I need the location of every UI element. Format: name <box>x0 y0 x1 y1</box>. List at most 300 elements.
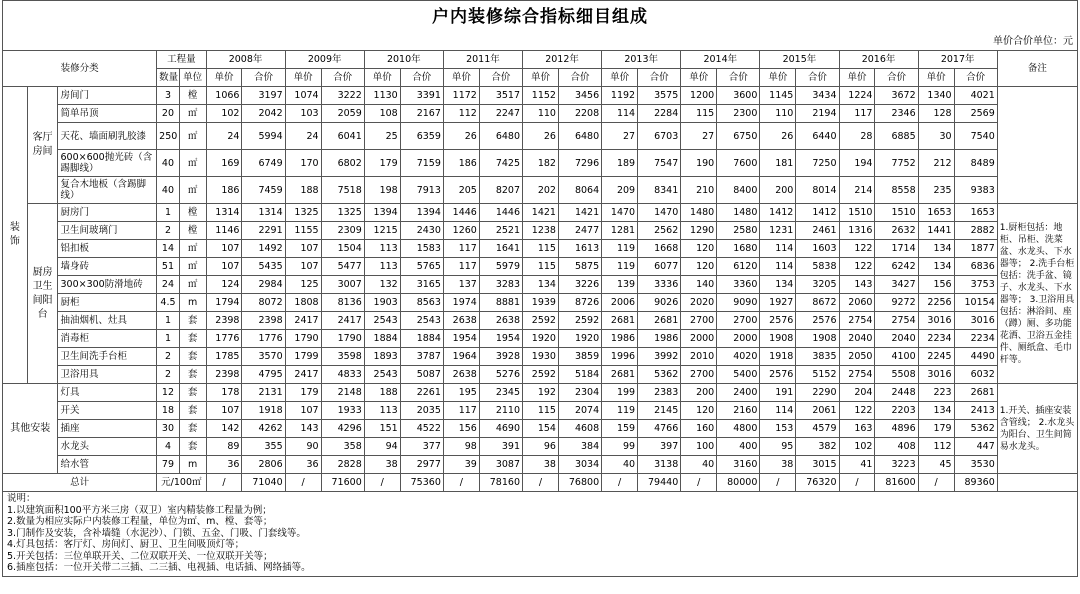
total-slash-cell: / <box>918 474 954 492</box>
price-cell: 125 <box>285 276 321 294</box>
total-cell: 3600 <box>717 87 760 105</box>
total-cell: 3787 <box>400 348 443 366</box>
unit-note: 单价合价单位：元 <box>2 33 1078 50</box>
total-cell: 408 <box>875 438 918 456</box>
total-cell: 8563 <box>400 294 443 312</box>
price-cell: 27 <box>602 123 638 150</box>
total-remark-cell <box>997 474 1077 492</box>
item-unit: 套 <box>179 348 206 366</box>
total-header: 合价 <box>638 69 681 87</box>
price-cell: 40 <box>602 456 638 474</box>
price-header: 单价 <box>364 69 400 87</box>
price-header: 单价 <box>918 69 954 87</box>
total-sum-cell: 81600 <box>875 474 918 492</box>
item-name: 天花、墙面刷乳胶漆 <box>58 123 157 150</box>
item-name: 消毒柜 <box>58 330 157 348</box>
total-cell: 4766 <box>638 420 681 438</box>
total-cell: 8136 <box>321 294 364 312</box>
price-cell: 2700 <box>681 366 717 384</box>
item-unit: 套 <box>179 366 206 384</box>
price-cell: 99 <box>602 438 638 456</box>
price-cell: 1470 <box>602 204 638 222</box>
price-cell: 107 <box>285 240 321 258</box>
total-cell: 3007 <box>321 276 364 294</box>
total-cell: 2383 <box>638 384 681 402</box>
price-cell: 190 <box>681 150 717 177</box>
item-unit: 套 <box>179 438 206 456</box>
total-cell: 6802 <box>321 150 364 177</box>
total-cell: 2984 <box>242 276 285 294</box>
price-header: 单价 <box>602 69 638 87</box>
price-cell: 1790 <box>285 330 321 348</box>
total-cell: 5979 <box>479 258 522 276</box>
price-cell: 117 <box>443 402 479 420</box>
item-qty: 12 <box>157 384 180 402</box>
price-cell: 120 <box>681 402 717 420</box>
remark-other: 1.开关、插座安装含管线； 2.水龙头为阳台、卫生间简易水龙头。 <box>997 384 1077 474</box>
item-unit: 樘 <box>179 87 206 105</box>
price-cell: 163 <box>839 420 875 438</box>
price-cell: 98 <box>443 438 479 456</box>
total-cell: 2576 <box>796 312 839 330</box>
total-cell: 6750 <box>717 123 760 150</box>
total-cell: 1653 <box>954 204 997 222</box>
price-cell: 1785 <box>206 348 242 366</box>
total-cell: 9026 <box>638 294 681 312</box>
item-name: 卫浴用具 <box>58 366 157 384</box>
total-cell: 2167 <box>400 105 443 123</box>
total-cell: 2417 <box>321 312 364 330</box>
total-cell: 5184 <box>558 366 601 384</box>
price-cell: 96 <box>523 438 559 456</box>
price-cell: 114 <box>602 105 638 123</box>
price-cell: 205 <box>443 177 479 204</box>
price-cell: 102 <box>839 438 875 456</box>
total-cell: 2148 <box>321 384 364 402</box>
total-cell: 2040 <box>875 330 918 348</box>
price-cell: 209 <box>602 177 638 204</box>
price-cell: 132 <box>364 276 400 294</box>
item-unit: 樘 <box>179 204 206 222</box>
price-cell: 119 <box>602 258 638 276</box>
price-header: 单价 <box>523 69 559 87</box>
year-header: 2008年 <box>206 51 285 69</box>
price-cell: 194 <box>839 150 875 177</box>
item-qty: 40 <box>157 177 180 204</box>
total-cell: 4833 <box>321 366 364 384</box>
price-cell: 2576 <box>760 366 796 384</box>
price-header: 单价 <box>760 69 796 87</box>
total-cell: 3427 <box>875 276 918 294</box>
item-qty: 40 <box>157 150 180 177</box>
total-cell: 1603 <box>796 240 839 258</box>
price-cell: 122 <box>839 240 875 258</box>
price-cell: 134 <box>760 276 796 294</box>
total-cell: 3575 <box>638 87 681 105</box>
total-cell: 5362 <box>954 420 997 438</box>
table-row <box>3 366 1078 384</box>
price-cell: 24 <box>206 123 242 150</box>
price-cell: 1920 <box>523 330 559 348</box>
price-cell: 2638 <box>443 312 479 330</box>
price-cell: 186 <box>443 150 479 177</box>
total-cell: 2592 <box>558 312 601 330</box>
item-unit: 套 <box>179 420 206 438</box>
price-cell: 200 <box>681 384 717 402</box>
table-row <box>3 438 1078 456</box>
total-cell: 7752 <box>875 150 918 177</box>
total-cell: 7459 <box>242 177 285 204</box>
total-cell: 4579 <box>796 420 839 438</box>
price-cell: 1215 <box>364 222 400 240</box>
total-slash-cell: / <box>839 474 875 492</box>
total-cell: 1918 <box>242 402 285 420</box>
price-cell: 1510 <box>839 204 875 222</box>
price-cell: 1480 <box>681 204 717 222</box>
price-cell: 110 <box>760 105 796 123</box>
total-cell: 2430 <box>400 222 443 240</box>
price-cell: 114 <box>760 258 796 276</box>
total-cell: 2291 <box>242 222 285 240</box>
total-cell: 355 <box>242 438 285 456</box>
price-cell: 170 <box>285 150 321 177</box>
total-cell: 2828 <box>321 456 364 474</box>
price-cell: 134 <box>523 276 559 294</box>
item-unit: ㎡ <box>179 258 206 276</box>
total-cell: 6749 <box>242 150 285 177</box>
price-cell: 189 <box>602 150 638 177</box>
total-cell: 4896 <box>875 420 918 438</box>
price-cell: 1653 <box>918 204 954 222</box>
item-qty: 250 <box>157 123 180 150</box>
table-row <box>3 330 1078 348</box>
price-cell: 38 <box>364 456 400 474</box>
total-cell: 2110 <box>479 402 522 420</box>
total-cell: 5087 <box>400 366 443 384</box>
price-cell: 137 <box>443 276 479 294</box>
price-cell: 1192 <box>602 87 638 105</box>
item-unit: 套 <box>179 402 206 420</box>
total-cell: 3859 <box>558 348 601 366</box>
price-cell: 1146 <box>206 222 242 240</box>
remark-kitchen: 1.厨柜包括：地柜、吊柜、洗菜盆、水龙头、下水器等； 2.洗手台柜包括：洗手盆、镜子、水龙头、下水器等； 3.卫浴用具包括：淋浴间、座（蹲）厕、多功能花洒、卫浴五金挂件、厕纸盒、毛巾杆等。 <box>997 204 1077 384</box>
total-cell: 1884 <box>400 330 443 348</box>
item-qty: 3 <box>157 87 180 105</box>
price-cell: 1290 <box>681 222 717 240</box>
total-cell: 1613 <box>558 240 601 258</box>
price-cell: 156 <box>918 276 954 294</box>
price-cell: 1954 <box>443 330 479 348</box>
price-cell: 192 <box>523 384 559 402</box>
total-cell: 3992 <box>638 348 681 366</box>
price-cell: 2638 <box>443 366 479 384</box>
total-cell: 5838 <box>796 258 839 276</box>
total-cell: 3015 <box>796 456 839 474</box>
group-label-other: 其他安装 <box>3 384 58 474</box>
note-line: 说明： <box>7 493 36 504</box>
total-cell: 391 <box>479 438 522 456</box>
total-cell: 4021 <box>954 87 997 105</box>
item-unit: ㎡ <box>179 105 206 123</box>
price-cell: 2681 <box>602 312 638 330</box>
price-cell: 181 <box>760 150 796 177</box>
total-header: 合价 <box>558 69 601 87</box>
price-cell: 28 <box>839 123 875 150</box>
price-cell: 26 <box>443 123 479 150</box>
item-qty: 24 <box>157 276 180 294</box>
total-cell: 3928 <box>479 348 522 366</box>
total-cell: 1314 <box>242 204 285 222</box>
price-cell: 112 <box>918 438 954 456</box>
price-cell: 139 <box>602 276 638 294</box>
total-label: 总计 <box>3 474 157 492</box>
item-name: 卫生间洗手台柜 <box>58 348 157 366</box>
price-cell: 110 <box>523 105 559 123</box>
total-cell: 2035 <box>400 402 443 420</box>
price-cell: 2700 <box>681 312 717 330</box>
price-cell: 38 <box>760 456 796 474</box>
price-cell: 188 <box>285 177 321 204</box>
total-cell: 6041 <box>321 123 364 150</box>
total-cell: 1446 <box>479 204 522 222</box>
price-cell: 120 <box>681 240 717 258</box>
group-label-decor: 装饰 <box>3 87 28 384</box>
price-cell: 115 <box>523 240 559 258</box>
item-name: 墙身砖 <box>58 258 157 276</box>
total-slash-cell: / <box>206 474 242 492</box>
total-cell: 7250 <box>796 150 839 177</box>
total-cell: 1504 <box>321 240 364 258</box>
indicator-table <box>2 50 1078 492</box>
item-name: 抽油烟机、灶具 <box>58 312 157 330</box>
total-cell: 4690 <box>479 420 522 438</box>
total-sum-cell: 79440 <box>638 474 681 492</box>
total-cell: 1641 <box>479 240 522 258</box>
item-name: 铝扣板 <box>58 240 157 258</box>
total-cell: 4795 <box>242 366 285 384</box>
total-cell: 2700 <box>717 312 760 330</box>
price-cell: 39 <box>443 456 479 474</box>
total-cell: 358 <box>321 438 364 456</box>
total-cell: 3517 <box>479 87 522 105</box>
item-qty: 4.5 <box>157 294 180 312</box>
price-cell: 94 <box>364 438 400 456</box>
total-cell: 3530 <box>954 456 997 474</box>
total-cell: 1920 <box>558 330 601 348</box>
total-cell: 1492 <box>242 240 285 258</box>
table-row <box>3 123 1078 150</box>
price-cell: 1908 <box>760 330 796 348</box>
total-sum-cell: 89360 <box>954 474 997 492</box>
price-cell: 36 <box>285 456 321 474</box>
item-name: 插座 <box>58 420 157 438</box>
total-cell: 2882 <box>954 222 997 240</box>
price-cell: 117 <box>443 240 479 258</box>
item-qty: 1 <box>157 204 180 222</box>
total-cell: 2806 <box>242 456 285 474</box>
total-cell: 1714 <box>875 240 918 258</box>
total-cell: 8726 <box>558 294 601 312</box>
total-cell: 1470 <box>638 204 681 222</box>
remark-cell <box>997 87 1077 204</box>
total-cell: 6120 <box>717 258 760 276</box>
total-cell: 3672 <box>875 87 918 105</box>
price-cell: 27 <box>681 123 717 150</box>
total-cell: 9383 <box>954 177 997 204</box>
item-unit: m <box>179 294 206 312</box>
price-cell: 2681 <box>602 366 638 384</box>
price-cell: 1172 <box>443 87 479 105</box>
price-cell: 134 <box>918 258 954 276</box>
price-cell: 151 <box>364 420 400 438</box>
price-cell: 1316 <box>839 222 875 240</box>
total-cell: 2413 <box>954 402 997 420</box>
table-row <box>3 240 1078 258</box>
total-cell: 6703 <box>638 123 681 150</box>
item-name: 复合木地板（含踢脚线） <box>58 177 157 204</box>
total-cell: 1668 <box>638 240 681 258</box>
item-qty: 14 <box>157 240 180 258</box>
total-cell: 1421 <box>558 204 601 222</box>
price-cell: 1776 <box>206 330 242 348</box>
total-cell: 1908 <box>796 330 839 348</box>
item-name: 600×600抛光砖（含踢脚线） <box>58 150 157 177</box>
price-cell: 153 <box>760 420 796 438</box>
price-cell: 2543 <box>364 312 400 330</box>
total-cell: 3434 <box>796 87 839 105</box>
total-cell: 2042 <box>242 105 285 123</box>
price-cell: 214 <box>839 177 875 204</box>
total-cell: 6077 <box>638 258 681 276</box>
price-cell: 188 <box>364 384 400 402</box>
price-cell: 186 <box>206 177 242 204</box>
total-cell: 2345 <box>479 384 522 402</box>
total-cell: 6480 <box>558 123 601 150</box>
price-cell: 112 <box>443 105 479 123</box>
total-cell: 1583 <box>400 240 443 258</box>
price-cell: 89 <box>206 438 242 456</box>
total-cell: 1510 <box>875 204 918 222</box>
total-cell: 1394 <box>400 204 443 222</box>
total-cell: 2131 <box>242 384 285 402</box>
total-cell: 3456 <box>558 87 601 105</box>
total-cell: 8400 <box>717 177 760 204</box>
table-row <box>3 105 1078 123</box>
price-cell: 107 <box>285 402 321 420</box>
price-cell: 90 <box>285 438 321 456</box>
total-header: 合价 <box>479 69 522 87</box>
total-sum-cell: 76800 <box>558 474 601 492</box>
total-cell: 4800 <box>717 420 760 438</box>
price-cell: 1155 <box>285 222 321 240</box>
total-cell: 3205 <box>796 276 839 294</box>
price-header: 单价 <box>443 69 479 87</box>
price-cell: 2398 <box>206 366 242 384</box>
price-cell: 40 <box>681 456 717 474</box>
total-cell: 2398 <box>242 312 285 330</box>
price-header: 单价 <box>206 69 242 87</box>
price-cell: 159 <box>602 420 638 438</box>
total-cell: 1680 <box>717 240 760 258</box>
price-cell: 2000 <box>681 330 717 348</box>
price-cell: 235 <box>918 177 954 204</box>
price-cell: 107 <box>206 240 242 258</box>
price-cell: 107 <box>285 258 321 276</box>
item-unit: m <box>179 456 206 474</box>
total-cell: 447 <box>954 438 997 456</box>
total-cell: 2284 <box>638 105 681 123</box>
total-slash-cell: / <box>523 474 559 492</box>
item-name: 300×300防滑地砖 <box>58 276 157 294</box>
total-cell: 5362 <box>638 366 681 384</box>
price-cell: 1224 <box>839 87 875 105</box>
total-header: 合价 <box>242 69 285 87</box>
price-cell: 179 <box>918 420 954 438</box>
total-cell: 3222 <box>321 87 364 105</box>
price-cell: 2592 <box>523 366 559 384</box>
table-row <box>3 348 1078 366</box>
qty-header: 数量 <box>157 69 180 87</box>
item-name: 开关 <box>58 402 157 420</box>
note-line: 2.数量为相应实际户内装修工程量，单位为㎡、m、樘、套等； <box>7 516 273 527</box>
table-row <box>3 420 1078 438</box>
price-header: 单价 <box>839 69 875 87</box>
total-sum-cell: 80000 <box>717 474 760 492</box>
price-cell: 1231 <box>760 222 796 240</box>
price-cell: 103 <box>285 105 321 123</box>
price-cell: 1421 <box>523 204 559 222</box>
total-cell: 8072 <box>242 294 285 312</box>
price-cell: 3016 <box>918 312 954 330</box>
total-cell: 2304 <box>558 384 601 402</box>
total-cell: 3391 <box>400 87 443 105</box>
total-cell: 2543 <box>400 312 443 330</box>
price-cell: 115 <box>681 105 717 123</box>
table-row <box>3 456 1078 474</box>
table-row <box>3 312 1078 330</box>
price-cell: 1260 <box>443 222 479 240</box>
price-cell: 1903 <box>364 294 400 312</box>
item-name: 水龙头 <box>58 438 157 456</box>
item-name: 给水管 <box>58 456 157 474</box>
total-cell: 5276 <box>479 366 522 384</box>
total-cell: 7159 <box>400 150 443 177</box>
year-header: 2012年 <box>523 51 602 69</box>
price-cell: 179 <box>285 384 321 402</box>
price-cell: 2060 <box>839 294 875 312</box>
price-cell: 1884 <box>364 330 400 348</box>
total-cell: 3087 <box>479 456 522 474</box>
total-cell: 4490 <box>954 348 997 366</box>
total-cell: 3283 <box>479 276 522 294</box>
total-cell: 6440 <box>796 123 839 150</box>
total-cell: 7518 <box>321 177 364 204</box>
price-cell: 1314 <box>206 204 242 222</box>
price-cell: 41 <box>839 456 875 474</box>
price-cell: 212 <box>918 150 954 177</box>
total-cell: 7600 <box>717 150 760 177</box>
price-cell: 223 <box>918 384 954 402</box>
total-cell: 9090 <box>717 294 760 312</box>
item-unit: ㎡ <box>179 276 206 294</box>
price-cell: 154 <box>523 420 559 438</box>
table-row <box>3 177 1078 204</box>
price-cell: 204 <box>839 384 875 402</box>
total-cell: 9272 <box>875 294 918 312</box>
price-cell: 122 <box>839 402 875 420</box>
price-cell: 100 <box>681 438 717 456</box>
price-cell: 1799 <box>285 348 321 366</box>
